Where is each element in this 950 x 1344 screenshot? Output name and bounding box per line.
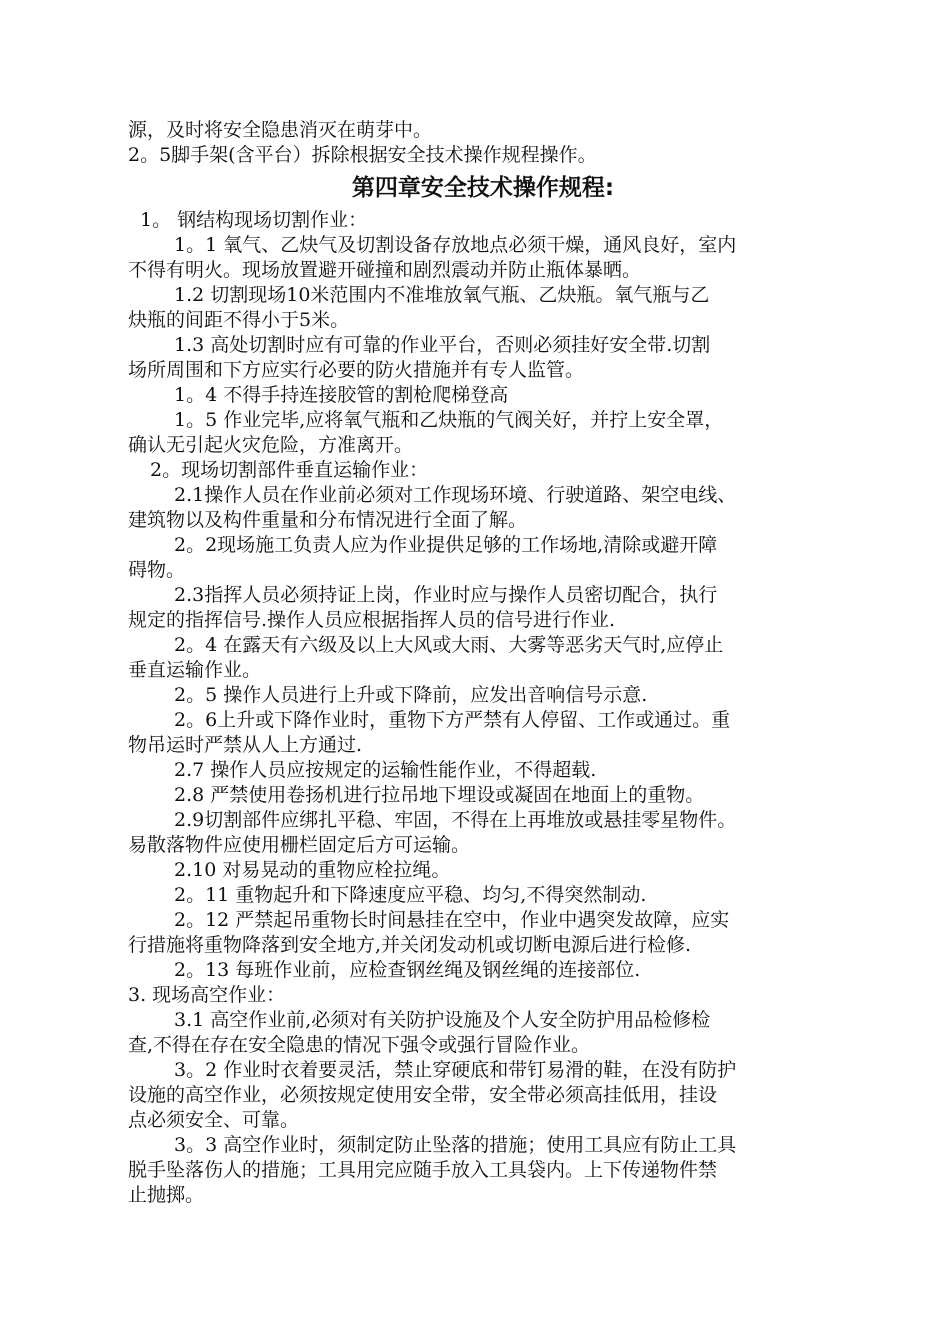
paragraph-line: 2。4 在露天有六级及以上大风或大雨、大雾等恶劣天气时,应停止 [174, 634, 724, 656]
paragraph-line: 不得有明火。现场放置避开碰撞和剧烈震动并防止瓶体暴晒。 [128, 259, 642, 281]
paragraph-line: 2。12 严禁起吊重物长时间悬挂在空中，作业中遇突发故障，应实 [174, 909, 730, 931]
chapter-title: 第四章安全技术操作规程: [351, 175, 615, 201]
paragraph-line: 3。2 作业时衣着要灵活，禁止穿硬底和带钉易滑的鞋，在没有防护 [174, 1059, 737, 1081]
paragraph-line: 1.3 高处切割时应有可靠的作业平台，否则必须挂好安全带.切割 [174, 334, 711, 356]
paragraph-line: 3。3 高空作业时，须制定防止坠落的措施；使用工具应有防止工具 [174, 1134, 737, 1156]
paragraph-line: 1。4 不得手持连接胶管的割枪爬梯登高 [174, 384, 509, 406]
paragraph-line: 查,不得在存在安全隐患的情况下强令或强行冒险作业。 [128, 1034, 591, 1056]
paragraph-line: 源，及时将安全隐患消灭在萌芽中。 [128, 119, 433, 141]
paragraph-line: 2。5脚手架(含平台）拆除根据安全技术操作规程操作。 [128, 144, 597, 166]
paragraph-line: 1。1 氧气、乙炔气及切割设备存放地点必须干燥，通风良好，室内 [174, 234, 737, 256]
paragraph-line: 易散落物件应使用栅栏固定后方可运输。 [128, 834, 471, 856]
paragraph-line: 2。5 操作人员进行上升或下降前，应发出音响信号示意. [174, 684, 648, 706]
section-heading: 3. 现场高空作业： [128, 984, 286, 1006]
paragraph-line: 建筑物以及构件重量和分布情况进行全面了解。 [128, 509, 528, 531]
paragraph-line: 确认无引起火灾危险，方准离开。 [128, 434, 414, 456]
paragraph-line: 规定的指挥信号.操作人员应根据指挥人员的信号进行作业. [128, 609, 616, 631]
paragraph-line: 脱手坠落伤人的措施；工具用完应随手放入工具袋内。上下传递物件禁 [128, 1159, 718, 1181]
paragraph-line: 3.1 高空作业前,必须对有关防护设施及个人安全防护用品检修检 [174, 1009, 711, 1031]
section-heading: 1。 钢结构现场切割作业： [140, 209, 368, 231]
paragraph-line: 点必须安全、可靠。 [128, 1109, 300, 1131]
paragraph-line: 2.8 严禁使用卷扬机进行拉吊地下埋设或凝固在地面上的重物。 [174, 784, 705, 806]
paragraph-line: 2。6上升或下降作业时，重物下方严禁有人停留、工作或通过。重 [174, 709, 731, 731]
document-content [128, 118, 838, 1208]
paragraph-line: 垂直运输作业。 [128, 659, 262, 681]
paragraph-line: 2.10 对易晃动的重物应栓拉绳。 [174, 859, 451, 881]
paragraph-line: 2。2现场施工负责人应为作业提供足够的工作场地,清除或避开障 [174, 534, 718, 556]
paragraph-line: 设施的高空作业，必须按规定使用安全带，安全带必须高挂低用，挂设 [128, 1084, 718, 1106]
paragraph-line: 2.7 操作人员应按规定的运输性能作业，不得超载. [174, 759, 597, 781]
paragraph-line: 碍物。 [128, 559, 186, 581]
paragraph-line: 2.9切割部件应绑扎平稳、牢固，不得在上再堆放或悬挂零星物件。 [174, 809, 737, 831]
section-heading: 2。现场切割部件垂直运输作业： [150, 459, 429, 481]
paragraph-line: 止抛掷。 [128, 1184, 205, 1206]
paragraph-line: 2.3指挥人员必须持证上岗，作业时应与操作人员密切配合，执行 [174, 584, 718, 606]
paragraph-line: 场所周围和下方应实行必要的防火措施并有专人监管。 [128, 359, 585, 381]
paragraph-line: 行措施将重物降落到安全地方,并关闭发动机或切断电源后进行检修. [128, 934, 692, 956]
paragraph-line: 2.1操作人员在作业前必须对工作现场环境、行驶道路、架空电线、 [174, 484, 737, 506]
paragraph-line: 1。5 作业完毕,应将氧气瓶和乙炔瓶的气阀关好，并拧上安全罩， [174, 409, 724, 431]
paragraph-line: 2。11 重物起升和下降速度应平稳、均匀,不得突然制动. [174, 884, 647, 906]
paragraph-line: 物吊运时严禁从人上方通过. [128, 734, 363, 756]
paragraph-line: 炔瓶的间距不得小于5米。 [128, 309, 350, 331]
paragraph-line: 1.2 切割现场10米范围内不准堆放氧气瓶、乙炔瓶。氧气瓶与乙 [174, 284, 710, 306]
paragraph-line: 2。13 每班作业前，应检查钢丝绳及钢丝绳的连接部位. [174, 959, 641, 981]
